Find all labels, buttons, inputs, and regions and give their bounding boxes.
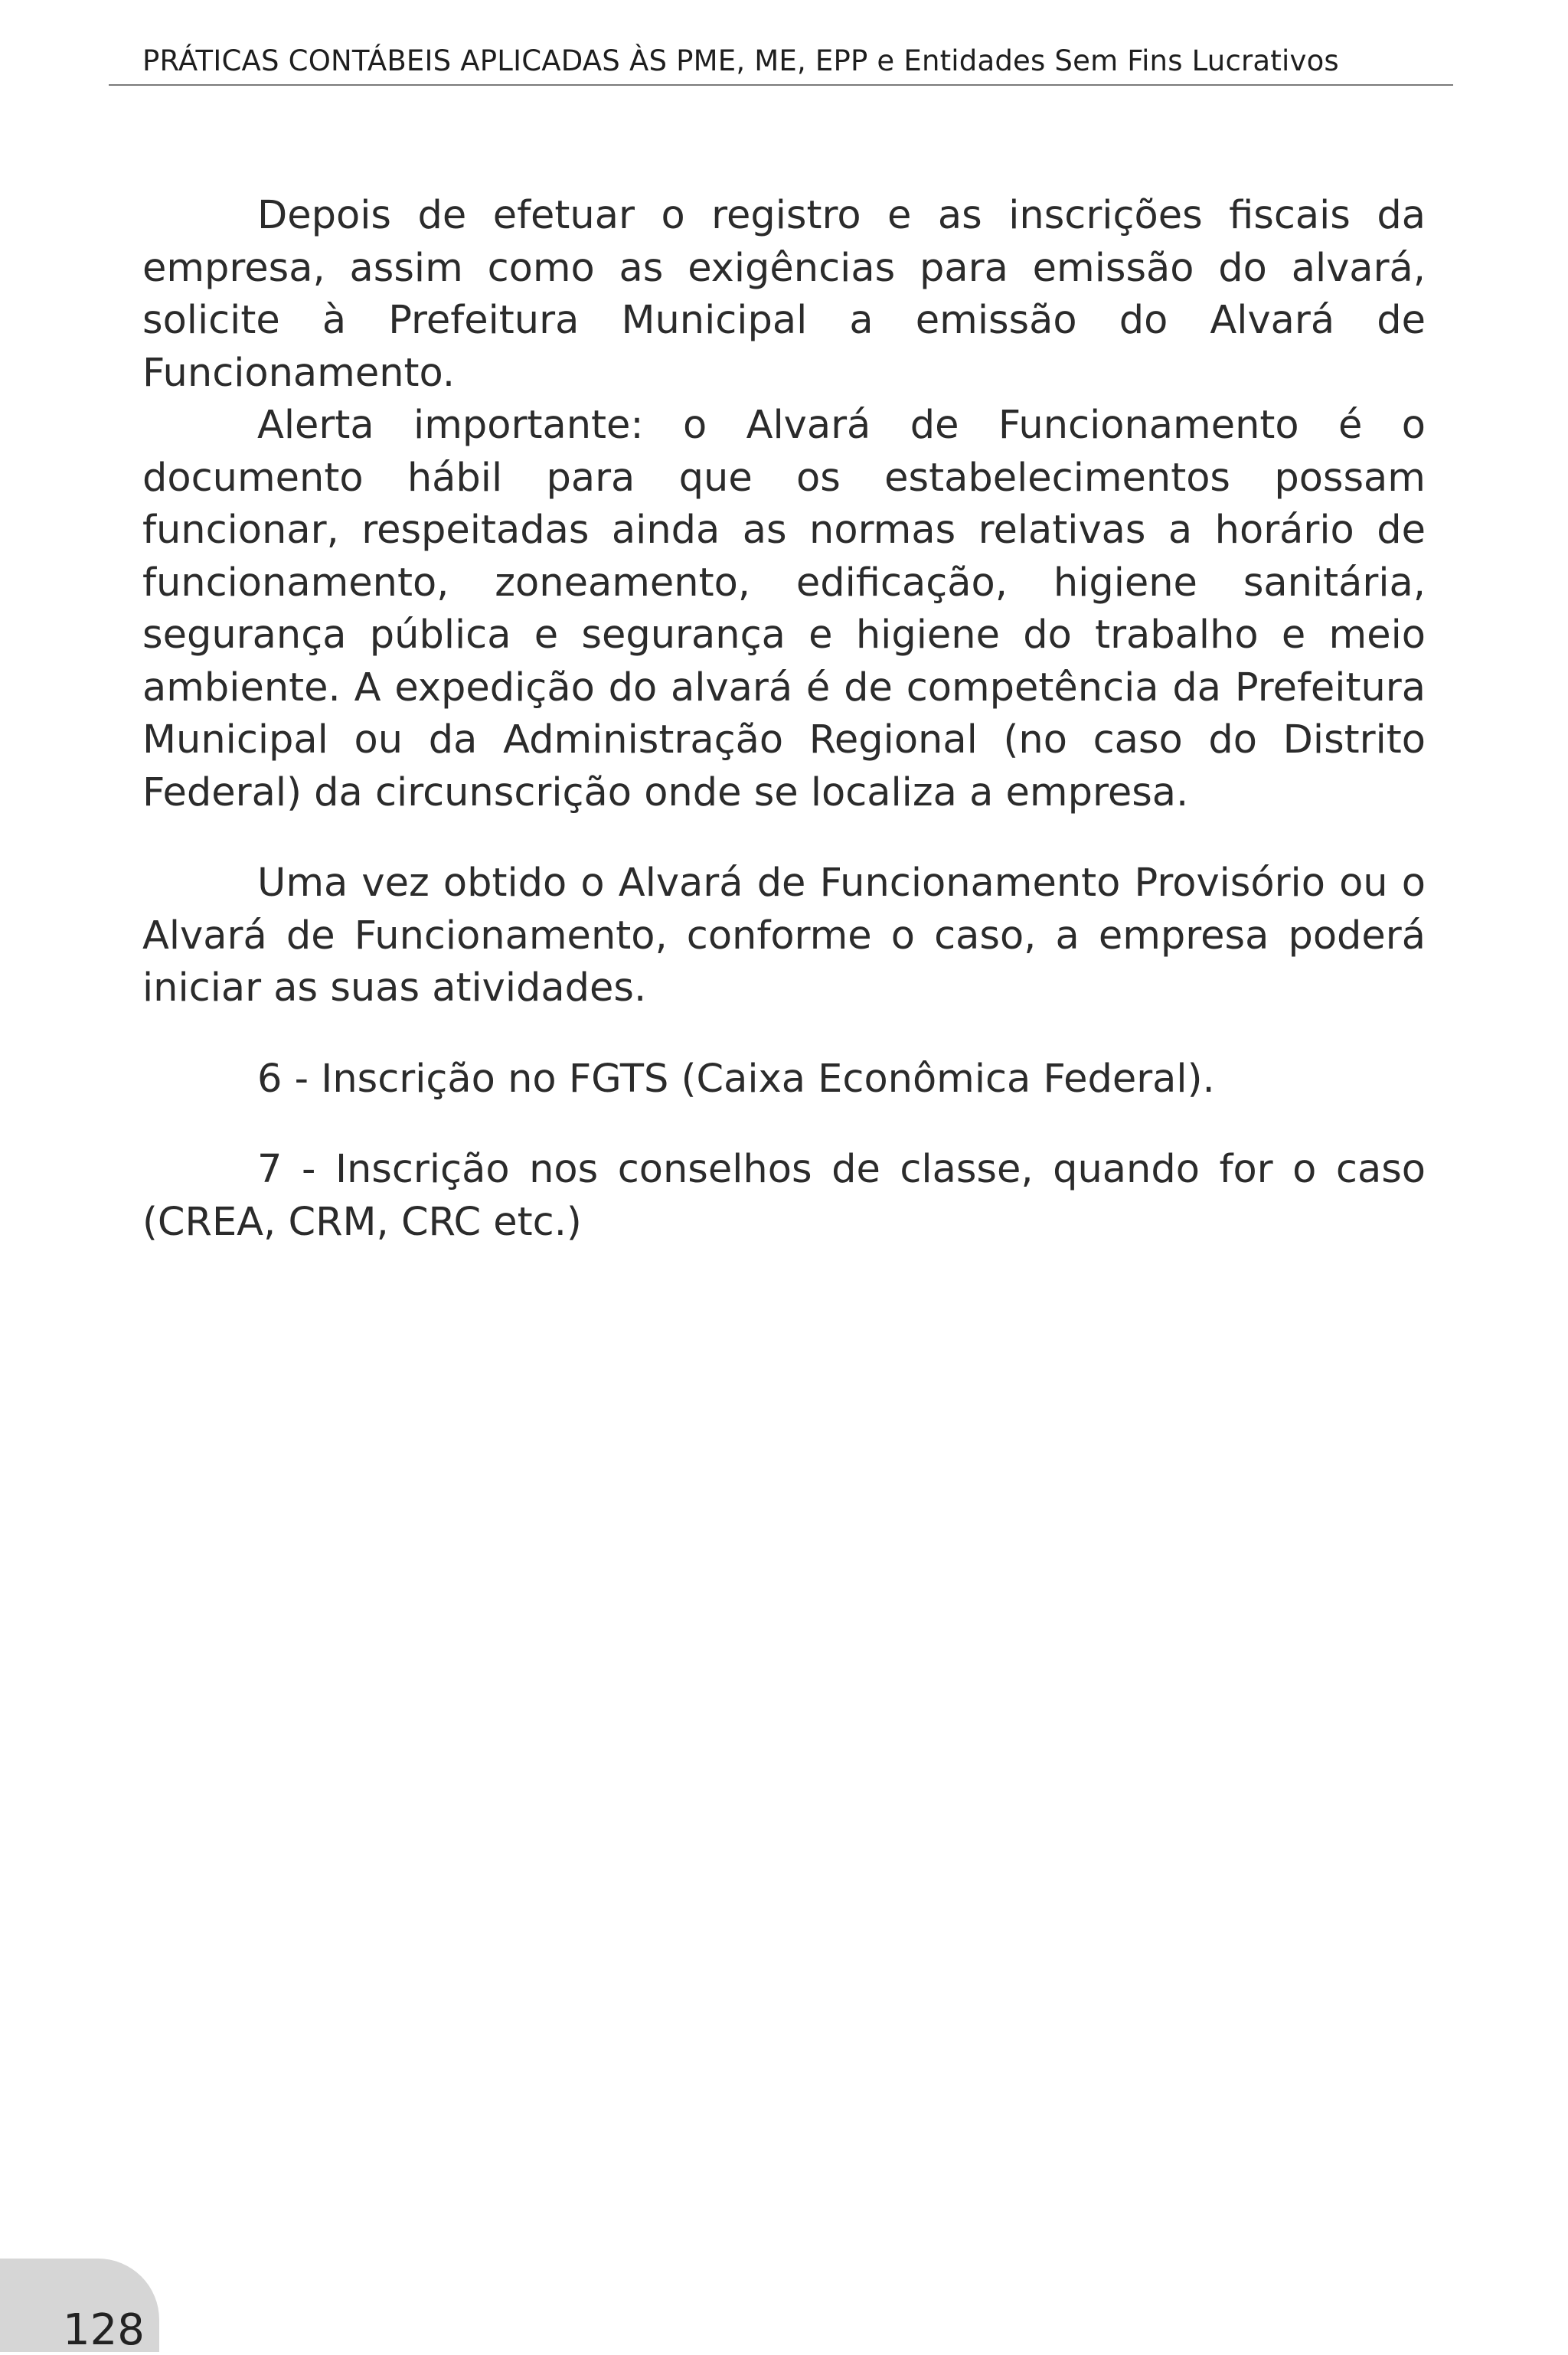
running-header: PRÁTICAS CONTÁBEIS APLICADAS ÀS PME, ME, EPP e Entidades Sem Fins Lucrativos (142, 44, 1339, 77)
header-divider (109, 84, 1453, 86)
paragraph-alvara-request: Depois de efetuar o registro e as inscrições fiscais da empresa, assim como as exigências para emissão do alvará, solicite à Prefeitura Municipal a emissão do Alvará de Funcionamento. (142, 193, 1426, 396)
list-item-fgts: 6 - Inscrição no FGTS (Caixa Econômica Federal). (257, 1056, 1215, 1102)
list-item-class-councils: 7 - Inscrição nos conselhos de classe, quando for o caso (CREA, CRM, CRC etc.) (142, 1147, 1426, 1245)
paragraph-alert: Alerta importante: o Alvará de Funcionamento é o documento hábil para que os estabelecimentos possam funcionar, respeitadas ainda as normas relativas a horário de funcionamento, zoneamento, edificação, higiene sanitária, segurança pública e segurança e higiene do trabalho e meio ambiente. A expedição do alvará é de competência da Prefeitura Municipal ou da Administração Regional (no caso do Distrito Federal) da circunscrição onde se localiza a empresa. (142, 403, 1426, 815)
page-number: 128 (63, 2305, 145, 2355)
page-body (142, 190, 1426, 1249)
paragraph-start-activities: Uma vez obtido o Alvará de Funcionamento Provisório ou o Alvará de Funcionamento, conforme o caso, a empresa poderá iniciar as suas atividades. (142, 861, 1426, 1011)
